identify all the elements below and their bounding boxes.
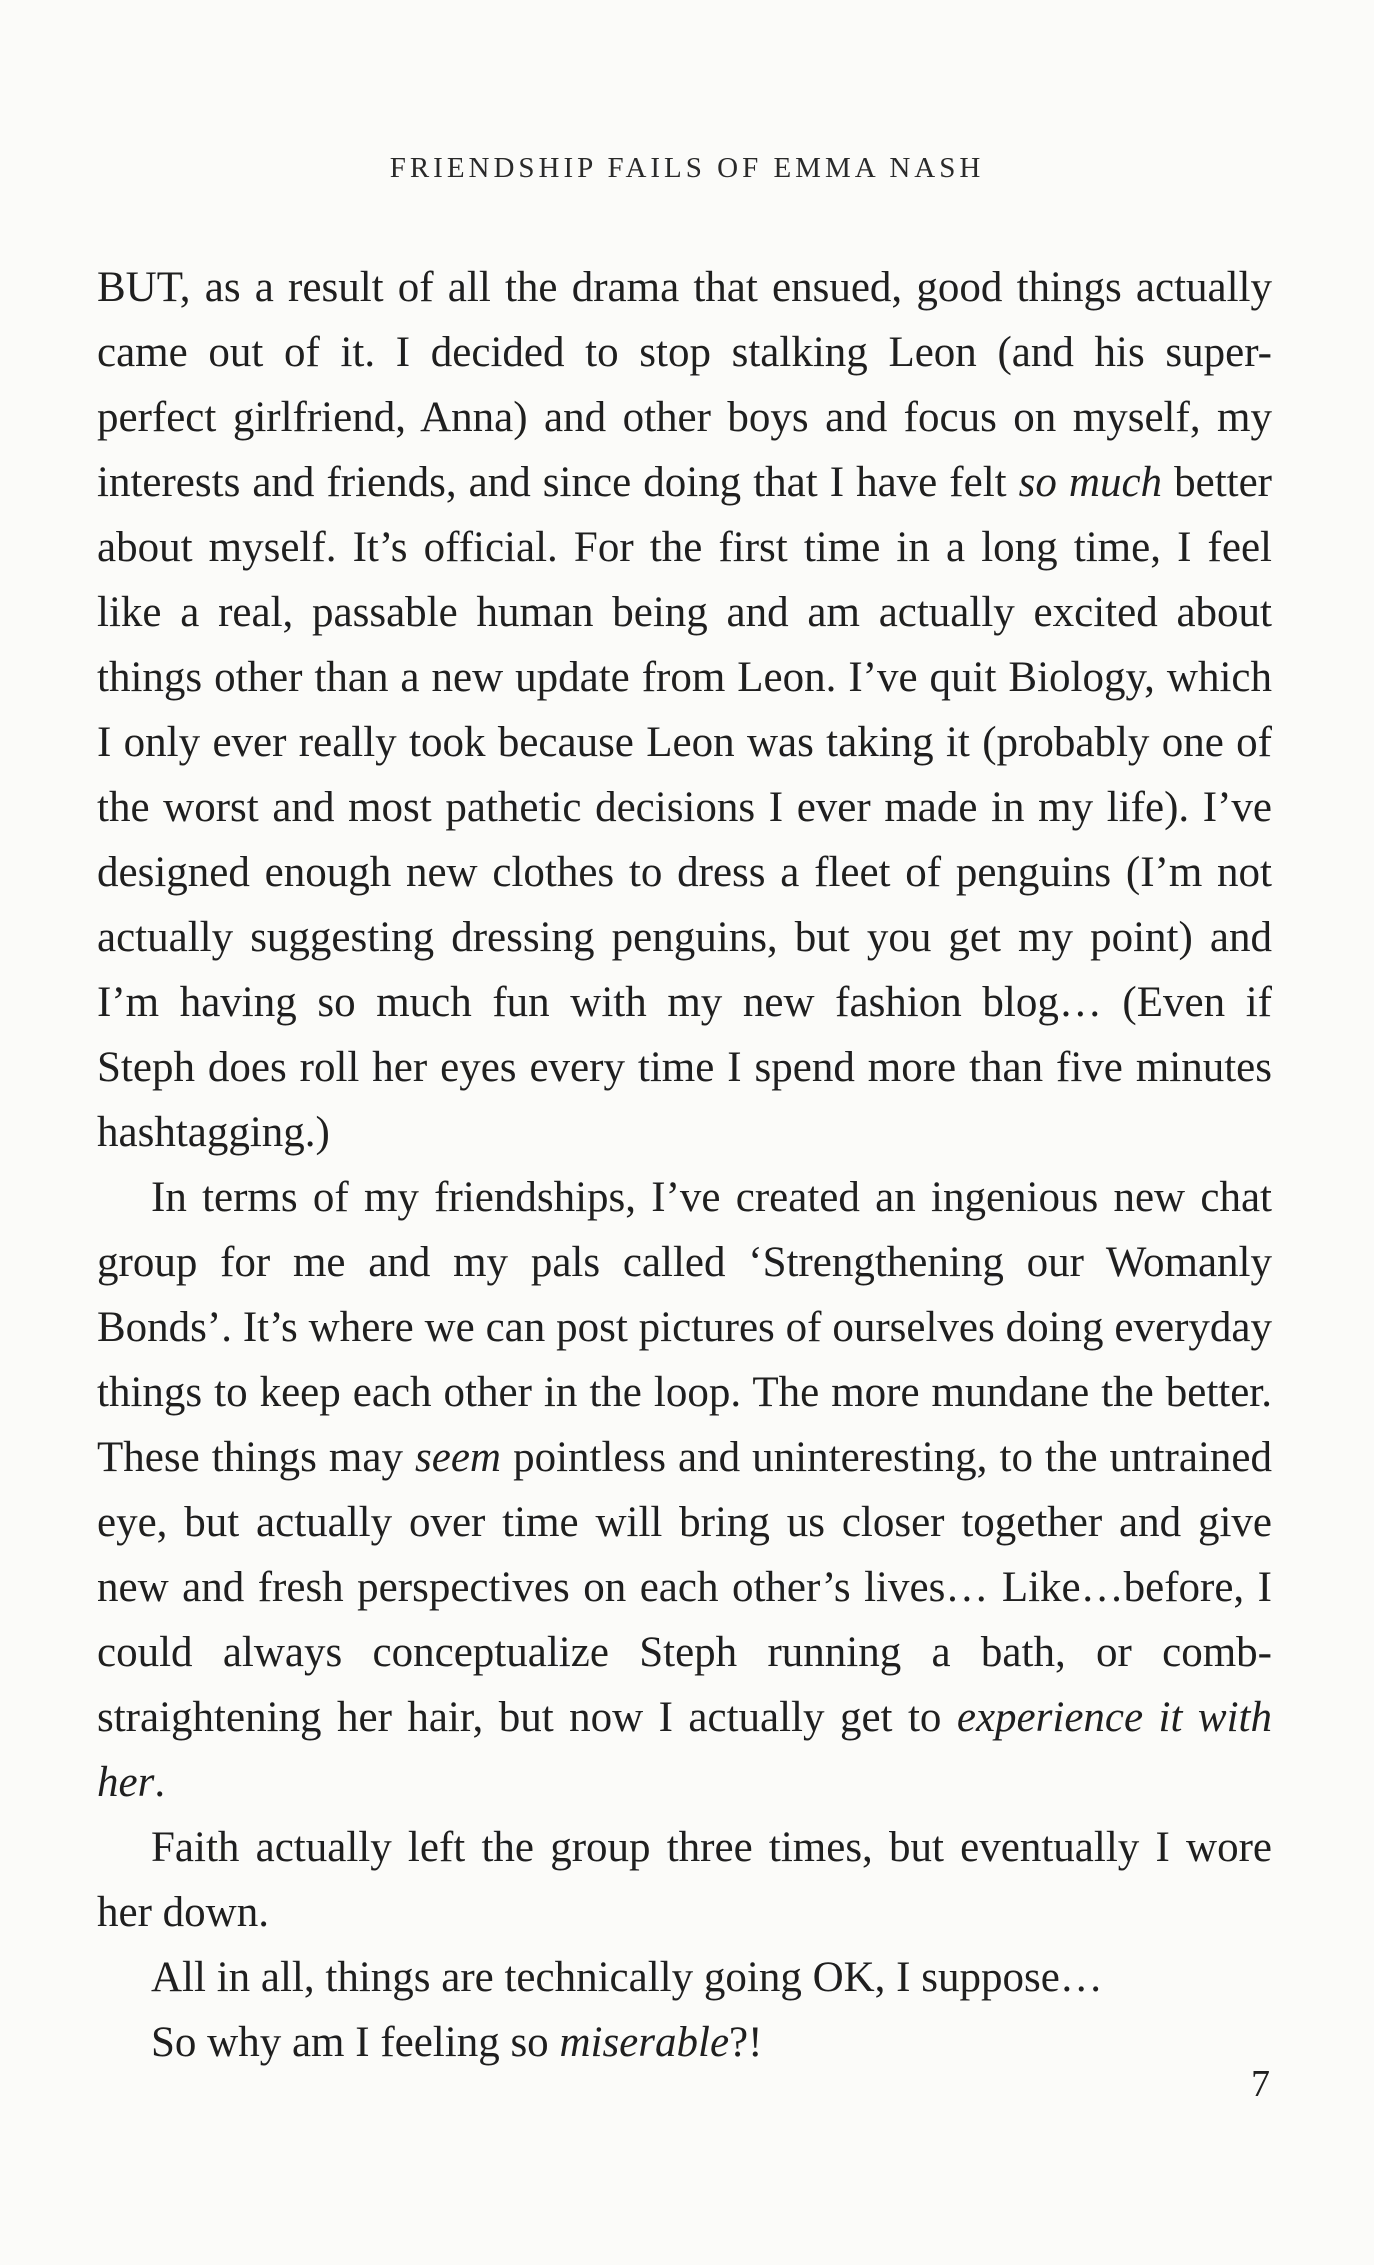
paragraph-1-emphasis: so much [1018,459,1163,506]
paragraph-5-text-a: So why am I feeling so [151,2019,560,2066]
paragraph-4: All in all, things are technically going OK, I suppose… [151,1954,1103,2001]
paragraph-5-text-b: ?! [729,2019,763,2066]
page-number: 7 [1251,2063,1270,2105]
paragraph-1-text-a: BUT, as a result of all the drama that ensued, good things actually came out of it. I decided to stop stalking Leon (and his super-perfect girlfriend, Anna) and other boys and focus on myself, my interests and friends, and since doing that I have felt [97,264,1272,506]
paragraph-5-emphasis: miserable [559,2019,730,2066]
paragraph-1 [97,255,1272,1165]
paragraph-1-text-b: better about myself. It’s official. For the first time in a long time, I feel like a real, passable human being and am actually excited about things other than a new update from Leon. I’ve quit Biology, which I only ever really took because Leon was taking it (probably one of the worst and most pathetic decisions I ever made in my life). I’ve designed enough new clothes to dress a fleet of penguins (I’m not actually suggesting dressing penguins, but you get my point) and I’m having so much fun with my new fashion blog… (Even if Steph does roll her eyes every time I spend more than five minutes hashtagging.) [97,459,1272,1156]
running-header: FRIENDSHIP FAILS OF EMMA NASH [389,152,985,184]
paragraph-3: Faith actually left the group three times, but eventually I wore her down. [97,1824,1272,1936]
paragraph-2-text-c: . [154,1759,166,1806]
paragraph-5 [97,2010,1272,2075]
paragraph-2-emphasis-2: experience it with her [97,1694,1272,1806]
paragraph-2-text-a: In terms of my friendships, I’ve created an ingenious new chat group for me and my pals called ‘Strengthening our Womanly Bonds’. It’s where we can post pictures of ourselves doing everyday things to keep each other in the loop. The more mundane the better. These things may [97,1174,1272,1481]
body-text [97,255,1272,2075]
paragraph-2-emphasis-1: seem [415,1434,501,1481]
paragraph-2 [97,1165,1272,1815]
paragraph-2-text-b: pointless and uninteresting, to the untrained eye, but actually over time will bring us closer together and give new and fresh perspectives on each other’s lives… Like…before, I could always conceptualize Steph running a bath, or comb-straightening her hair, but now I actually get to [97,1434,1272,1741]
